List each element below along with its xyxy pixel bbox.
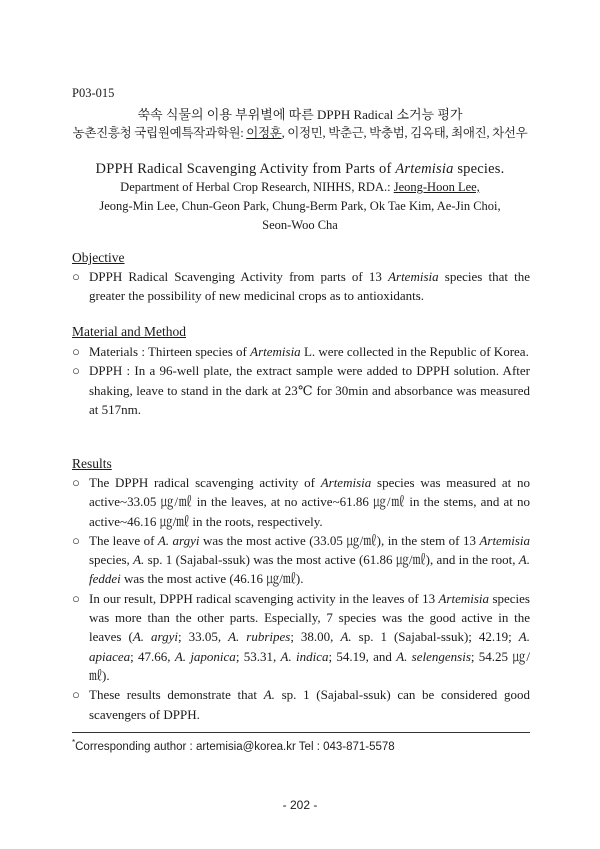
- list-item: [72, 685, 530, 724]
- lead-author: Jeong-Hoon Lee,: [393, 180, 480, 194]
- method-section: [72, 342, 530, 419]
- result-1: The DPPH radical scavenging activity of Artemisia species was measured at no active~33.05 ㎍/㎖ in the leaves, at no active~61.86 ㎍/㎖ in the stems, and at no active~46.16 ㎍/㎖ in the roots, respectively.: [89, 475, 531, 529]
- results-heading: Results: [72, 456, 112, 471]
- list-item: [72, 361, 530, 419]
- bullet-icon: ○: [72, 363, 80, 379]
- method-heading: Material and Method: [72, 324, 186, 339]
- materials-text: Materials : Thirteen species of Artemisia L. were collected in the Republic of Korea.: [89, 344, 529, 359]
- list-item: [72, 267, 530, 306]
- corresponding-author: Corresponding author : artemisia@korea.kr Tel : 043-871-5578: [75, 740, 395, 753]
- department: Department of Herbal Crop Research, NIHHS, RDA.:: [120, 180, 394, 194]
- objective-section: [72, 267, 530, 306]
- korean-affiliation: 농촌진흥청 국립원예특작과학원:: [72, 126, 247, 140]
- english-authors-line3: Seon-Woo Cha: [262, 218, 338, 232]
- english-authors-line2: Jeong-Min Lee, Chun-Geon Park, Chung-Berm Park, Ok Tae Kim, Ae-Jin Choi,: [99, 199, 501, 213]
- korean-authors: [0, 123, 600, 141]
- result-3: In our result, DPPH radical scavenging activity in the leaves of 13 Artemisia species was more than the other parts. Especially, 7 species was the good active in the leaves (A. argyi; 33.05, A. rubripes; 38.00, A. sp. 1 (Sajabal-ssuk); 42.19; A. apiacea; 47.66, A. japonica; 53.31, A. indica; 54.19, and A. selengensis; 54.25 ㎍/㎖).: [89, 590, 530, 683]
- korean-coauthors: , 이정민, 박춘근, 박충범, 김옥태, 최애진, 차선우: [281, 126, 528, 140]
- bullet-icon: ○: [72, 475, 80, 490]
- results-section: [72, 473, 530, 724]
- result-2: The leave of A. argyi was the most active (33.05 ㎍/㎖), in the stem of 13 Artemisia species, A. sp. 1 (Sajabal-ssuk) was the most active (61.86 ㎍/㎖), and in the root, A. feddei was the most active (46.16 ㎍/㎖).: [89, 532, 530, 587]
- footnote: [72, 738, 395, 753]
- korean-lead-author: 이정훈: [246, 126, 282, 140]
- list-item: [72, 589, 530, 685]
- list-item: [72, 473, 530, 531]
- abstract-code: P03-015: [72, 86, 115, 100]
- footnote-divider: [72, 732, 530, 733]
- footnote-mark: *: [72, 738, 76, 747]
- bullet-icon: ○: [72, 687, 80, 703]
- list-item: [72, 342, 530, 361]
- korean-title: 쑥속 식물의 이용 부위별에 따른 DPPH Radical 소거능 평가: [137, 107, 463, 122]
- bullet-icon: ○: [72, 590, 80, 606]
- list-item: [72, 531, 530, 589]
- english-title: DPPH Radical Scavenging Activity from Parts of Artemisia species.: [95, 161, 505, 177]
- bullet-icon: ○: [72, 344, 80, 359]
- english-affiliation: [0, 180, 600, 195]
- page-number: - 202 -: [282, 798, 318, 812]
- objective-heading: Objective: [72, 250, 125, 265]
- objective-text: DPPH Radical Scavenging Activity from parts of 13 Artemisia species that the greater the possibility of new medicinal crops as to antioxidants.: [89, 269, 530, 304]
- bullet-icon: ○: [72, 269, 80, 284]
- bullet-icon: ○: [72, 532, 80, 548]
- dpph-method-text: DPPH : In a 96-well plate, the extract sample were added to DPPH solution. After shaking, leave to stand in the dark at 23℃ for 30min and absorbance was measured at 517nm.: [89, 363, 530, 417]
- result-4: These results demonstrate that A. sp. 1 (Sajabal-ssuk) can be considered good scavengers of DPPH.: [89, 687, 530, 722]
